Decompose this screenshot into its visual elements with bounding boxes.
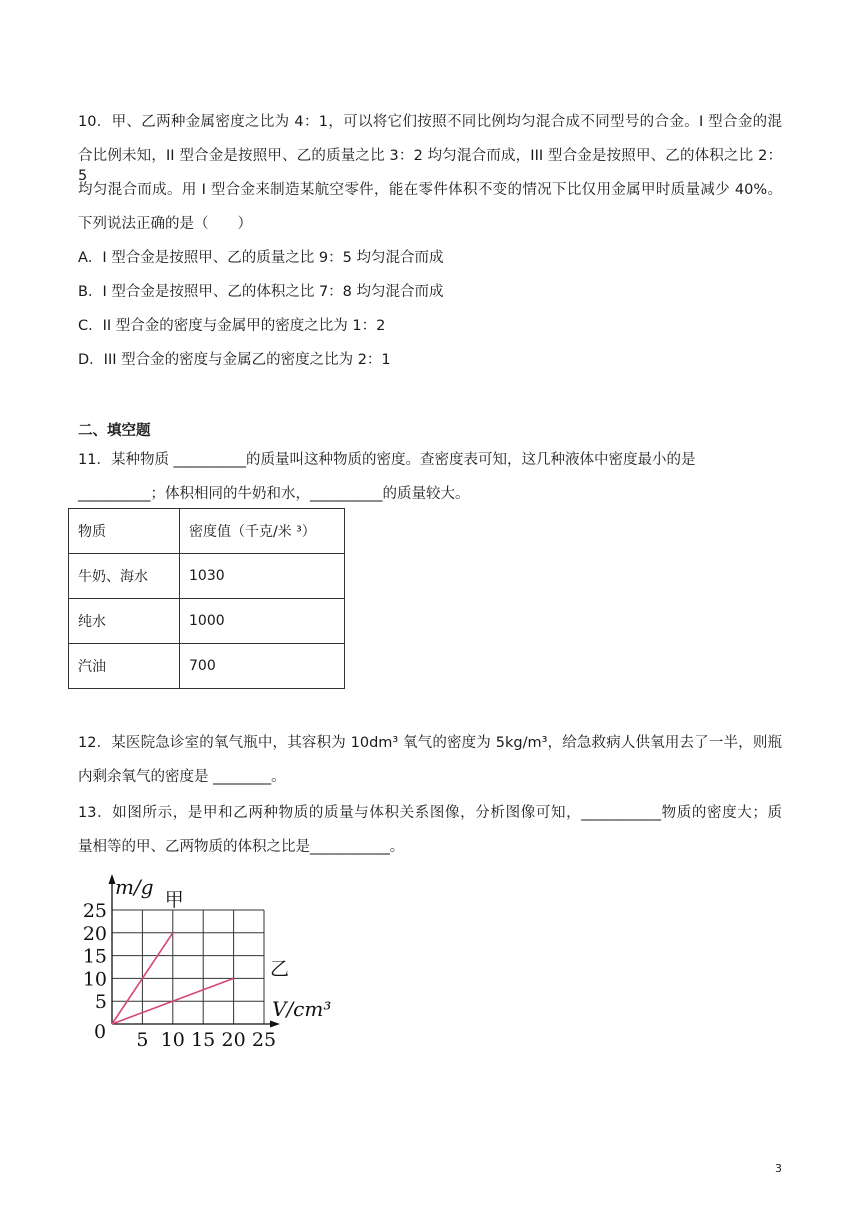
q10-option-c: C．II 型合金的密度与金属甲的密度之比为 1：2 (78, 318, 386, 334)
q10-option-b: B．I 型合金是按照甲、乙的体积之比 7：8 均匀混合而成 (78, 284, 444, 300)
table-header-cell: 物质 (69, 509, 180, 554)
table-cell: 纯水 (69, 599, 180, 644)
mass-volume-graph (82, 872, 348, 1082)
q12-line-1: 12．某医院急诊室的氧气瓶中，其容积为 10dm³ 氧气的密度为 5kg/m³，给急救病人供氧用去了一半，则瓶 (78, 735, 782, 751)
q10-line-3: 均匀混合而成。用 I 型合金来制造某航空零件，能在零件体积不变的情况下比仅用金属甲时质量减少 40%。 (78, 182, 782, 198)
q13-line-2: 量相等的甲、乙两物质的体积之比是___________。 (78, 839, 405, 855)
table-header-cell: 密度值（千克/米 ³） (180, 509, 345, 554)
x-axis-label: V/cm³ (272, 997, 332, 1021)
table-cell: 1000 (180, 599, 345, 644)
q12-line-2: 内剩余氧气的密度是 ________。 (78, 769, 286, 785)
q13-line-1: 13．如图所示，是甲和乙两种物质的质量与体积关系图像，分析图像可知，___________物质的密度大；质 (78, 805, 782, 821)
q10-option-d: D．III 型合金的密度与金属乙的密度之比为 2：1 (78, 352, 391, 368)
q10-line-1: 10．甲、乙两种金属密度之比为 4：1，可以将它们按照不同比例均匀混合成不同型号的合金。I 型合金的混 (78, 114, 782, 130)
y-tick-label: 15 (82, 945, 107, 968)
page-number: 3 (775, 1162, 782, 1175)
table-cell: 牛奶、海水 (69, 554, 180, 599)
table-row (69, 554, 345, 599)
y-tick-label: 20 (82, 922, 107, 945)
q11-line-1: 11．某种物质 __________的质量叫这种物质的密度。查密度表可知，这几种液体中密度最小的是 (78, 452, 696, 468)
y-tick-label: 10 (82, 968, 107, 991)
table-cell: 700 (180, 644, 345, 689)
q10-option-a: A．I 型合金是按照甲、乙的质量之比 9：5 均匀混合而成 (78, 250, 444, 266)
y-tick-label: 25 (82, 900, 107, 922)
x-axis-arrow (270, 1021, 280, 1028)
y-axis-label: m/g (115, 875, 154, 899)
x-tick-label: 10 (160, 1029, 185, 1051)
q10-line-2: 合比例未知，II 型合金是按照甲、乙的质量之比 3：2 均匀混合而成，III 型合金是按照甲、乙的体积之比 2：5 (78, 148, 782, 184)
section-heading: 二、填空题 (78, 423, 151, 439)
table-row (69, 599, 345, 644)
x-tick-label: 15 (191, 1029, 216, 1051)
x-tick-label: 5 (136, 1029, 149, 1051)
series-label-jia: 甲 (164, 889, 184, 911)
y-tick-label: 5 (94, 991, 107, 1014)
origin-label: 0 (93, 1021, 107, 1043)
series-label-yi: 乙 (270, 958, 290, 980)
table-row (69, 644, 345, 689)
table-header-row (69, 509, 345, 554)
table-cell: 汽油 (69, 644, 180, 689)
q10-line-4: 下列说法正确的是（ ） (78, 216, 252, 232)
q11-line-2: __________；体积相同的牛奶和水，__________的质量较大。 (78, 486, 470, 502)
x-tick-label: 25 (251, 1029, 277, 1051)
density-table (68, 508, 345, 689)
x-tick-label: 20 (221, 1029, 246, 1051)
table-cell: 1030 (180, 554, 345, 599)
